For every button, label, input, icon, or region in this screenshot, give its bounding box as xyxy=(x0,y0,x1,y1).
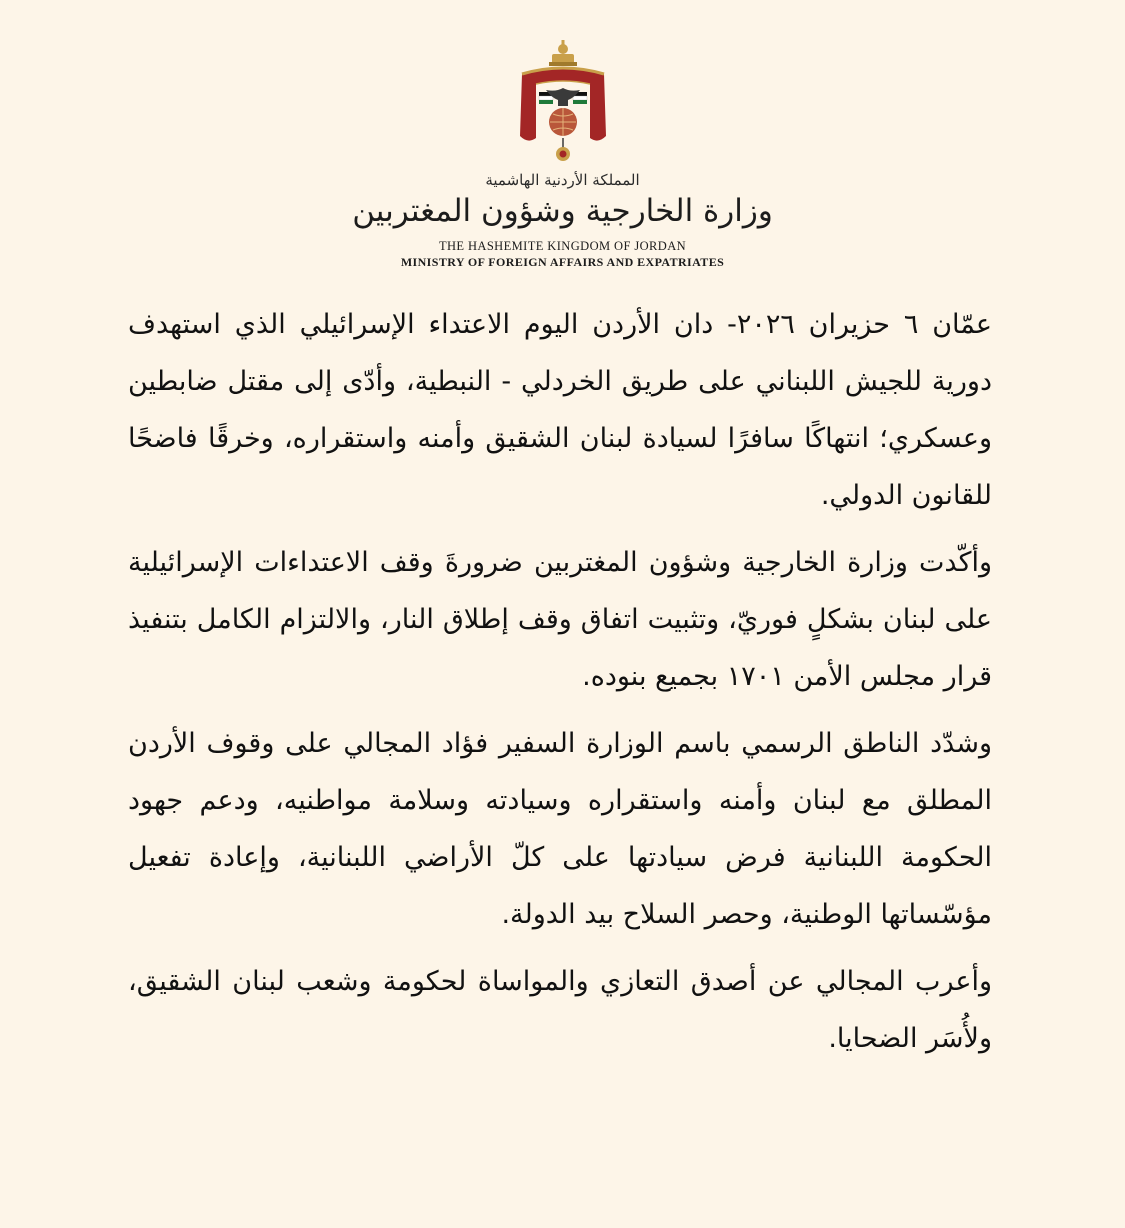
ministry-name-en: MINISTRY OF FOREIGN AFFAIRS AND EXPATRIATES xyxy=(400,255,725,269)
statement-paragraph: وشدّد الناطق الرسمي باسم الوزارة السفير فؤاد المجالي على وقوف الأردن المطلق مع لبنان وأمنه واستقراره وسيادته وسلامة مواطنيه، ودعم جهود الحكومة اللبنانية فرض سيادتها على كلّ الأراضي اللبنانية، وإعادة تفعيل مؤسّساتها الوطنية، وحصر السلاح بيد الدولة. xyxy=(128,728,992,930)
crown-icon xyxy=(549,40,577,66)
kingdom-name-ar: المملكة الأردنية الهاشمية xyxy=(485,171,640,189)
statement-paragraph: وأعرب المجالي عن أصدق التعازي والمواساة لحكومة وشعب لبنان الشقيق، ولأُسَر الضحايا. xyxy=(128,966,992,1054)
press-statement xyxy=(128,296,992,1077)
order-badge-icon xyxy=(556,138,570,161)
statement-paragraph: وأكّدت وزارة الخارجية وشؤون المغتربين ضرورةَ وقف الاعتداءات الإسرائيلية على لبنان بشكلٍ فوريّ، وتثبيت اتفاق وقف إطلاق النار، والالتزام الكامل بتنفيذ قرار مجلس الأمن ١٧٠١ بجميع بنوده. xyxy=(128,547,992,692)
ministry-name-ar: وزارة الخارجية وشؤون المغتربين xyxy=(352,193,773,229)
letterhead xyxy=(0,40,1125,270)
statement-paragraph: عمّان ٦ حزيران ٢٠٢٦- دان الأردن اليوم الاعتداء الإسرائيلي الذي استهدف دورية للجيش اللبناني على طريق الخردلي - النبطية، وأدّى إلى مقتل ضابطين وعسكري؛ انتهاكًا سافرًا لسيادة لبنان الشقيق وأمنه واستقراره، وخرقًا فاضحًا للقانون الدولي. xyxy=(128,309,992,511)
kingdom-name-en: THE HASHEMITE KINGDOM OF JORDAN xyxy=(438,239,687,253)
coat-of-arms-emblem xyxy=(508,40,618,165)
